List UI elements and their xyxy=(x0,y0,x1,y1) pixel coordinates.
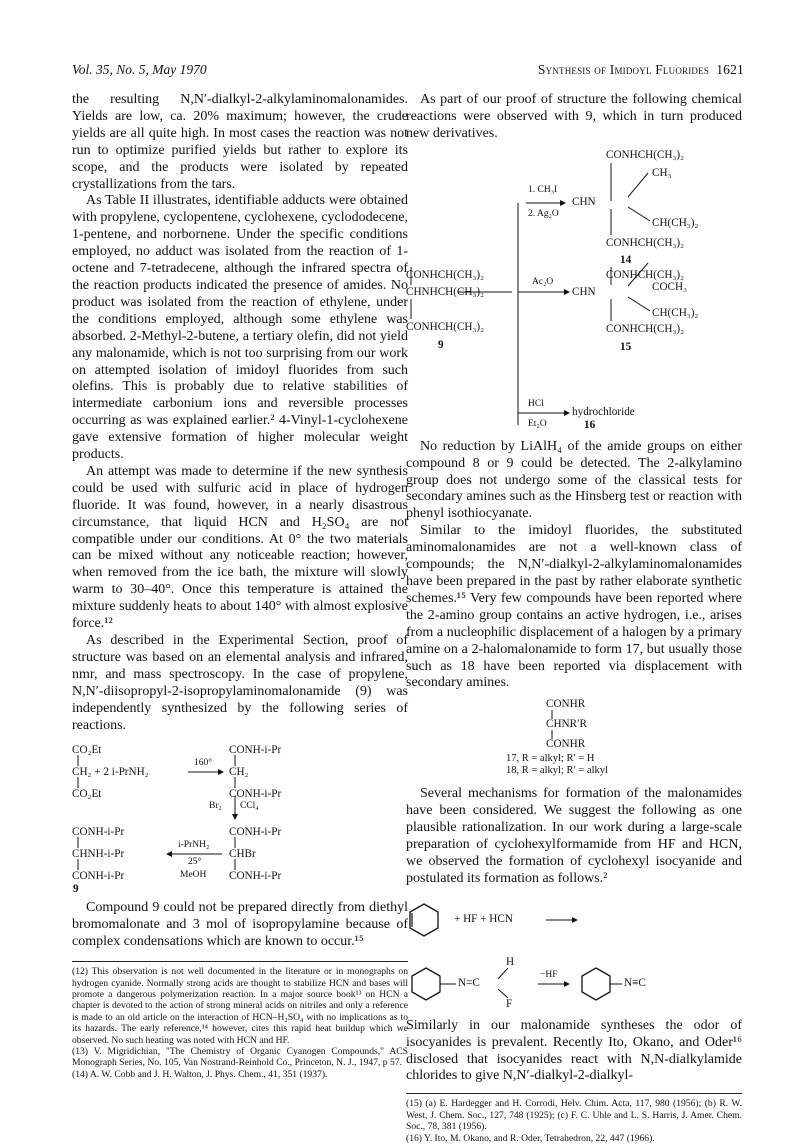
running-header xyxy=(72,62,744,82)
paragraph: Several mechanisms for formation of the malonamides have been considered. We suggest the following as one plausible rationalization. In our work during a large-scale preparation of cyclohexylformamide from HF and HCN, we observed the formation of cyclohexyl isocyanide and postulated its formation as follows.² xyxy=(406,786,742,886)
synthesis-scheme-9 xyxy=(72,744,408,894)
condition-label: 160° xyxy=(194,758,213,769)
formula: CONHR xyxy=(546,698,586,711)
compound-number: 16 xyxy=(584,418,596,431)
compound-number: 15 xyxy=(620,340,632,353)
condition-label: i-PrNH₂ xyxy=(178,840,210,851)
paragraph: Similarly in our malonamide syntheses the odor of isocyanides is prevalent. Recently Ito, Okano, and Oder¹⁶ disclosed that isocyanides react with N,N-dialkylamide chlorides to give N,N′-dialkyl-2-dialkyl- xyxy=(406,1017,742,1084)
product: CONH-i-Pr xyxy=(229,744,282,757)
isocyanide-scheme xyxy=(406,898,742,1014)
formula: CH(CH₃)₂ xyxy=(652,216,699,229)
paragraph: As described in the Experimental Section, proof of structure was based on an elemental analysis and infrared, nmr, and mass spectroscopy. In the case of propylene, N,N′-diisopropyl-2-isopropylaminomalonamide (9) was independently synthesized by the following series of reactions. xyxy=(72,633,408,733)
reagent: CO₂Et xyxy=(72,788,102,801)
product: CONH-i-Pr xyxy=(72,870,125,883)
formula: CONHCH(CH₃)₂ xyxy=(606,148,685,161)
condition-label: 25° xyxy=(188,857,202,868)
reagent: CO₂Et xyxy=(72,744,102,757)
paragraph: the resulting N,N′-dialkyl-2-alkylaminomalonamides. Yields are low, ca. 20% maximum; however, the crude yields are all quite high. In most cases the reaction was not run to optimize purified yields but rather to explore its scope, and the products were isolated by repeated crystallizations from the tars. xyxy=(72,92,408,192)
right-column xyxy=(406,92,742,1144)
page-number: 1621 xyxy=(716,62,744,77)
condition-label: 1. CH₃I xyxy=(528,184,558,195)
footnote: (16) Y. Ito, M. Okano, and R. Oder, Tetrahedron, 22, 447 (1966). xyxy=(406,1132,655,1144)
reagent: CH₂ + 2 i-PrNH₂ xyxy=(72,766,149,779)
formula: N≡C xyxy=(624,976,646,989)
footnote: (12) This observation is not well documented in the literature or in monographs on hydrogen cyanide. Normally strong acids are thought to stabilize HCN and bases will promote a dangerous polymerization reaction. In a major source book¹³ on HCN a chapter is devoted to the action of strong mineral acids on nitriles and only a reference is made to an old article on the interaction of HCN–H₂SO₄ with no implications as to its hazards. The early reference,¹⁴ however, cites this rapid heat buildup which we observed. No such heating was noted with HCN and HF. xyxy=(72,966,408,1046)
formula: CHN xyxy=(572,195,596,208)
formula: CHNR′R xyxy=(546,718,587,731)
condition-label: HCl xyxy=(528,398,544,409)
reagent: CONH-i-Pr xyxy=(229,870,282,883)
formula: CH₃ xyxy=(652,166,672,179)
product: CONH-i-Pr xyxy=(72,826,125,839)
paragraph: Compound 9 could not be prepared directly from diethyl bromomalonate and 3 mol of isopropylamine because of complex condensations which are known to occur.¹⁵ xyxy=(72,900,408,950)
formula: CONHCH(CH₃)₂ xyxy=(606,268,685,281)
journal-citation: Vol. 35, No. 5, May 1970 xyxy=(72,62,207,77)
formula: CONHCH(CH₃)₂ xyxy=(606,322,685,335)
formula: CONHCH(CH₃)₂ xyxy=(606,236,685,249)
formula: CHN xyxy=(572,285,596,298)
compound-definition: 18, R = alkyl; R′ = alkyl xyxy=(506,765,608,777)
product: CHNH-i-Pr xyxy=(72,848,125,861)
condition-label: CCl₄ xyxy=(240,801,259,812)
compound-number: 9 xyxy=(438,338,444,351)
product: CONH-i-Pr xyxy=(229,788,282,801)
formula: N=C xyxy=(458,976,480,989)
paragraph: As Table II illustrates, identifiable adducts were obtained with propylene, cyclopentene, cyclohexene, cyclododecene, 1-pentene, and norbornene. Under the specific conditions employed, no adduct was isolated from the reaction of 1-octene and 7-tetradecene, although the infrared spectra of the reaction products indicated the presence of amides. No product was isolated from the reaction of ethylene, under the conditions employed, although some ethylene was absorbed. 2-Methyl-2-butene, a tertiary olefin, did not yield any malonamide, which is not too surprising from our work on attempted isolation of imidoyl fluorides from such olefins. This is probably due to relative stabilities of intermediate carbonium ions and reversible processes occurring as was explained earlier.² 4-Vinyl-1-cyclohexene gave extensive formation of higher molecular weight products. xyxy=(72,193,408,463)
condition-label: 2. Ag₂O xyxy=(528,208,559,219)
running-title xyxy=(538,62,744,78)
reaction-reagents: + HF + HCN xyxy=(454,912,513,925)
reagent: CHBr xyxy=(229,848,256,861)
formula: CONHCH(CH₃)₂ xyxy=(406,320,485,333)
formula: COCH₃ xyxy=(652,280,687,293)
compound-number: 9 xyxy=(73,883,79,896)
running-title-text: Synthesis of Imidoyl Fluorides xyxy=(537,62,710,77)
formula: CH(CH₃)₂ xyxy=(652,306,699,319)
condition-label: −HF xyxy=(540,969,558,980)
atom-label: F xyxy=(506,997,513,1010)
aminomalonamide-structure xyxy=(406,698,742,780)
atom-label: H xyxy=(506,955,515,968)
formula: CONHCH(CH₃)₂ xyxy=(406,268,485,281)
product: CH₂ xyxy=(229,766,249,779)
left-column xyxy=(72,92,408,1080)
footnote: (15) (a) E. Hardegger and H. Corrodi, Helv. Chim. Acta, 117, 980 (1956); (b) R. W. West, J. Chem. Soc., 127, 748 (1925); (c) F. C. Uhle and L. S. Harris, J. Amer. Chem. Soc., 78, 381 (1956). xyxy=(406,1098,742,1133)
paragraph: As part of our proof of structure the following chemical reactions were observed with 9, which in turn produced new derivatives. xyxy=(406,92,742,141)
derivatives-scheme xyxy=(406,149,742,431)
condition-label: MeOH xyxy=(180,870,207,881)
condition-label: Br₂ xyxy=(209,801,222,812)
footnote: (13) V. Migridichian, "The Chemistry of Organic Cyanogen Compounds," ACS Monograph Series, No. 105, Van Nostrand-Reinhold Co., Princeton, N. J., 1947, p 57. xyxy=(72,1046,408,1069)
compound-number: 14 xyxy=(620,253,632,266)
footnote: (14) A. W. Cobb and J. H. Walton, J. Phys. Chem., 41, 351 (1937). xyxy=(72,1068,328,1080)
formula: CHNHCH(CH₃)₂ xyxy=(406,285,485,298)
paragraph: No reduction by LiAlH₄ of the amide groups on either compound 8 or 9 could be detected. The 2-alkylamino group does not undergo some of the classical tests for secondary amines such as the Hinsberg test or reaction with phenyl isothiocyanate. xyxy=(406,438,742,522)
formula: CONHR xyxy=(546,738,586,751)
paragraph: Similar to the imidoyl fluorides, the substituted aminomalonamides are not a well-known class of compounds; the N,N′-dialkyl-2-alkylaminomalonamides have been prepared in the past by rather elaborate synthetic schemes.¹⁵ Very few compounds have been reported where the 2-amino group contains an active hydrogen, i.e., arises from a nucleophilic displacement of a halogen by a primary amine on a 2-halomalonamide to form 17, but usually those such as 18 have been reported via displacement with secondary amines. xyxy=(406,523,742,691)
formula: hydrochloride xyxy=(572,405,635,418)
paragraph: An attempt was made to determine if the new synthesis could be used with sulfuric acid in place of hydrogen fluoride. It was found, however, in a nearly disastrous circumstance, that liquid HCN and H₂SO₄ are not compatible under our conditions. At 0° the two materials can be mixed without any noticeable reaction; however, when removed from the ice bath, the mixture will slowly warm to 30–40°. Once this temperature is attained the mixture suddenly heats to about 140° with almost explosive force.¹² xyxy=(72,463,408,632)
footnote-divider xyxy=(406,1093,742,1094)
condition-label: Ac₂O xyxy=(532,276,554,287)
reagent: CONH-i-Pr xyxy=(229,826,282,839)
condition-label: Et₂O xyxy=(528,418,547,429)
footnote-divider xyxy=(72,961,408,962)
compound-definition: 17, R = alkyl; R′ = H xyxy=(506,753,595,765)
